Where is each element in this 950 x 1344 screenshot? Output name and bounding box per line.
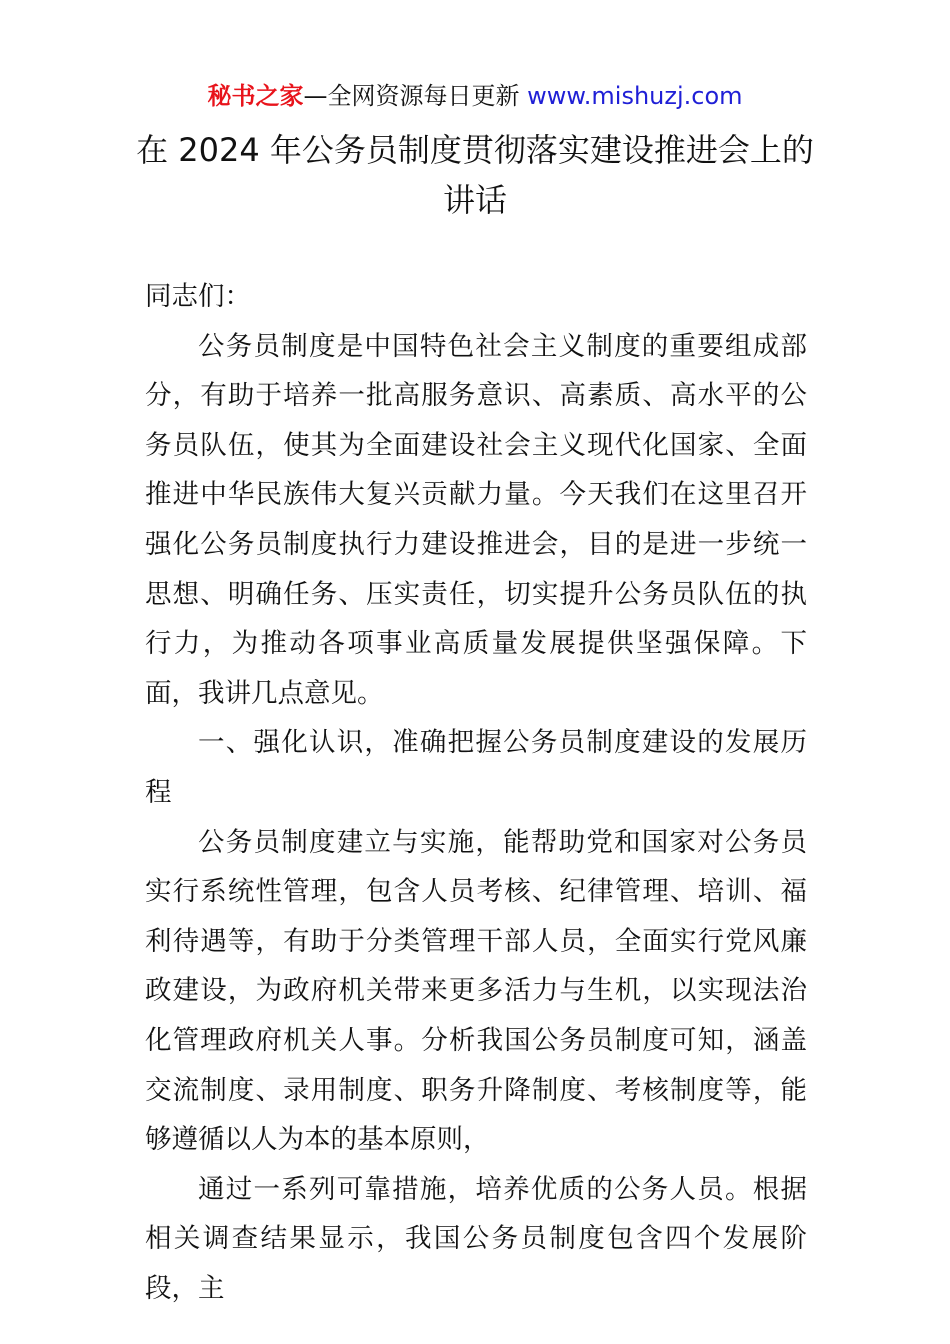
- section-heading-1: 一、强化认识，准确把握公务员制度建设的发展历程: [145, 727, 807, 808]
- document-body: [145, 272, 807, 1313]
- site-url-link[interactable]: www.mishuzj.com: [527, 82, 743, 110]
- paragraph-section-1-cont: 通过一系列可靠措施，培养优质的公务人员。根据相关调查结果显示，我国公务员制度包含四个发展阶段，主: [145, 1173, 807, 1304]
- header-tagline: —全网资源每日更新: [303, 82, 528, 110]
- paragraph-intro: 公务员制度是中国特色社会主义制度的重要组成部分，有助于培养一批高服务意识、高素质、高水平的公务员队伍，使其为全面建设社会主义现代化国家、全面推进中华民族伟大复兴贡献力量。今天我们在这里召开强化公务员制度执行力建设推进会，目的是进一步统一思想、明确任务、压实责任，切实提升公务员队伍的执行力，为推动各项事业高质量发展提供坚强保障。下面，我讲几点意见。: [145, 330, 807, 709]
- document-title: 在 2024 年公务员制度贯彻落实建设推进会上的讲话: [136, 131, 814, 219]
- brand-name: 秘书之家: [207, 82, 304, 110]
- site-header: [0, 80, 950, 112]
- salutation: 同志们：: [145, 281, 251, 312]
- paragraph-section-1: 公务员制度建立与实施，能帮助党和国家对公务员实行系统性管理，包含人员考核、纪律管理、培训、福利待遇等，有助于分类管理干部人员，全面实行党风廉政建设，为政府机关带来更多活力与生机，以实现法治化管理政府机关人事。分析我国公务员制度可知，涵盖交流制度、录用制度、职务升降制度、考核制度等，能够遵循以人为本的基本原则，: [145, 826, 807, 1156]
